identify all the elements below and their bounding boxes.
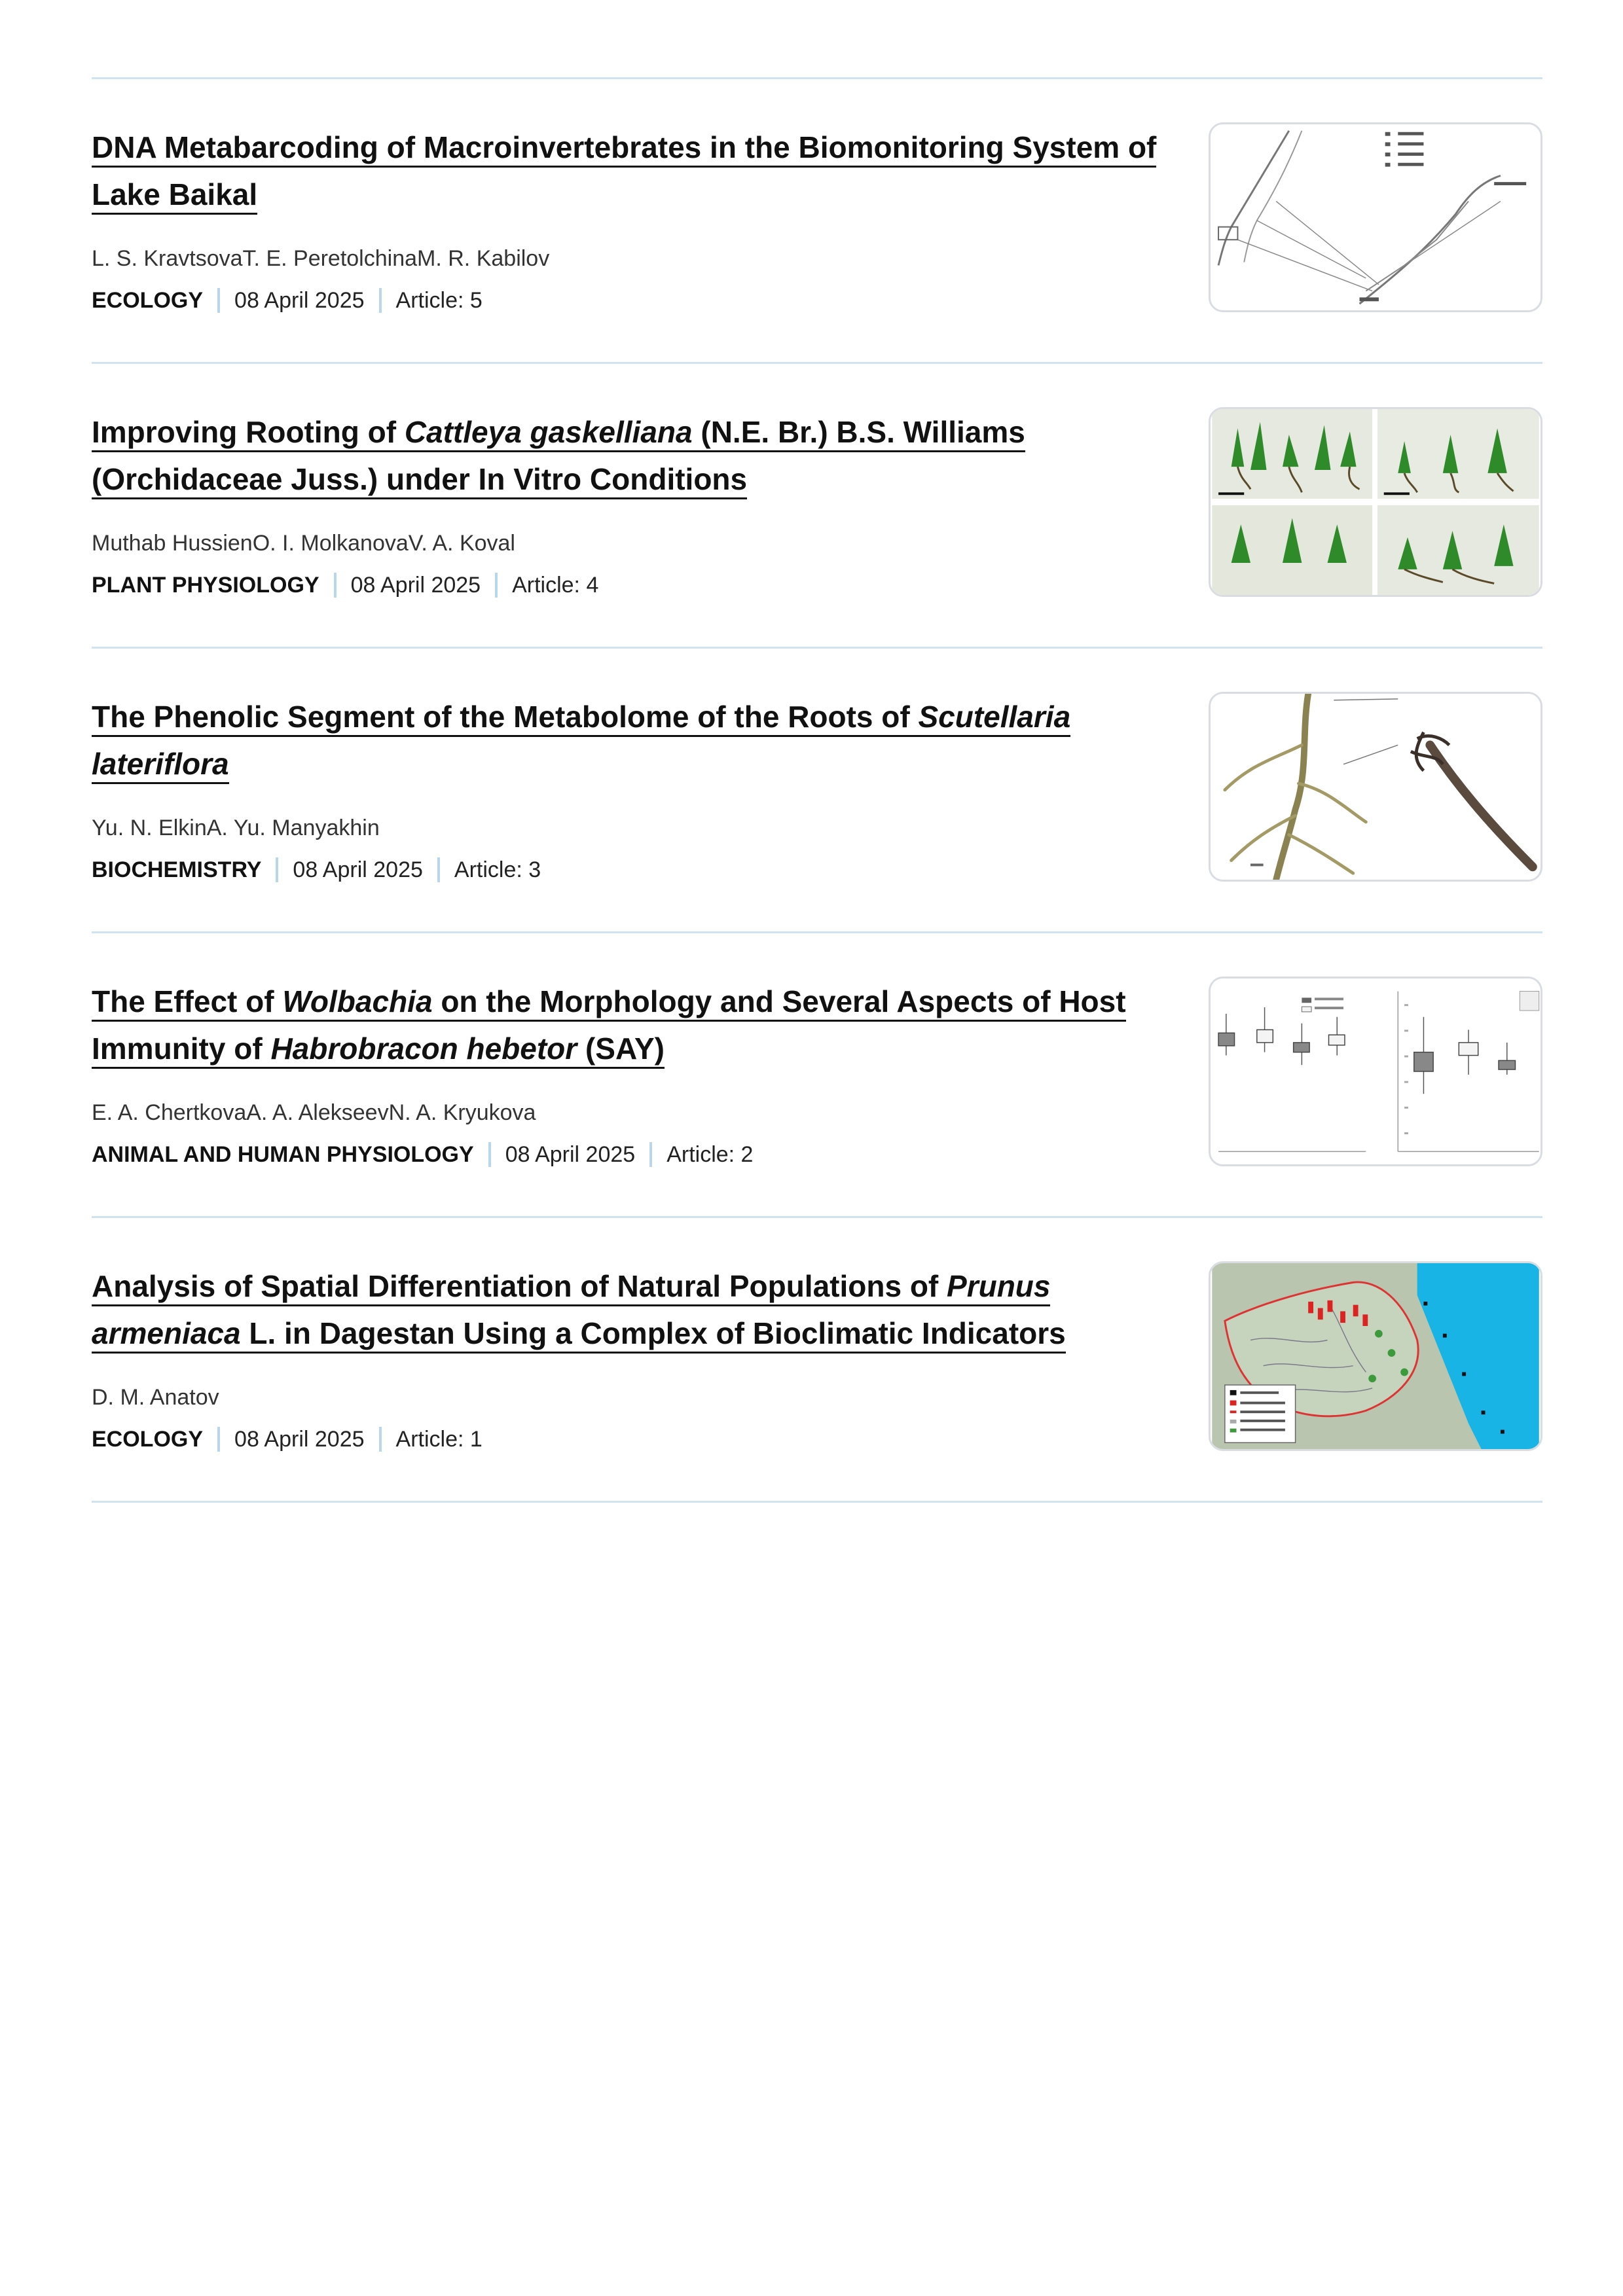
article-text [92, 978, 1178, 1169]
article-title [92, 978, 1178, 1072]
article-title [92, 124, 1178, 218]
article-authors [92, 244, 1178, 273]
subject-label[interactable]: ECOLOGY [92, 288, 204, 313]
author-link[interactable]: D. M. Anatov [92, 1385, 219, 1410]
publish-date: 08 April 2025 [350, 573, 481, 598]
roots-photo-image [1211, 694, 1541, 880]
article-authors [92, 1098, 1178, 1127]
author-link[interactable]: A. Yu. Manyakhin [206, 816, 380, 840]
article-number: Article: 1 [395, 1427, 483, 1452]
article-number: Article: 4 [512, 573, 599, 598]
meta-separator [649, 1142, 652, 1167]
article-text [92, 693, 1178, 884]
meta-separator [437, 857, 440, 882]
article-title [92, 693, 1178, 787]
article-list [92, 77, 1542, 1503]
article-thumbnail[interactable] [1209, 1261, 1542, 1451]
article-card [92, 1218, 1542, 1501]
meta-separator [379, 1427, 382, 1452]
boxplot-figure-image [1211, 978, 1541, 1164]
subject-label[interactable]: ANIMAL AND HUMAN PHYSIOLOGY [92, 1142, 474, 1167]
plantlets-photo-image [1211, 409, 1541, 595]
map-figure-image [1211, 124, 1541, 310]
author-link[interactable]: Yu. N. Elkin [92, 816, 207, 840]
article-number: Article: 3 [454, 857, 541, 882]
author-link[interactable]: E. A. Chertkova [92, 1100, 247, 1125]
article-title [92, 1263, 1178, 1357]
article-title [92, 408, 1178, 503]
article-meta [92, 1140, 1178, 1169]
article-meta [92, 1425, 1178, 1454]
article-meta [92, 571, 1178, 600]
divider [92, 1501, 1542, 1503]
article-text [92, 124, 1178, 315]
article-authors [92, 1383, 1178, 1412]
publish-date: 08 April 2025 [505, 1142, 636, 1167]
meta-separator [217, 288, 220, 313]
article-number: Article: 2 [666, 1142, 754, 1167]
region-map-image [1211, 1263, 1541, 1449]
article-thumbnail[interactable] [1209, 122, 1542, 312]
article-title-link[interactable]: Analysis of Spatial Differentiation of Natural Populations of Prunus armeniaca L. in Dagestan Using a Complex of Bioclimatic Indicators [92, 1269, 1066, 1354]
article-text [92, 1263, 1178, 1454]
author-link[interactable]: Muthab Hussien [92, 531, 253, 556]
meta-separator [379, 288, 382, 313]
article-card [92, 364, 1542, 647]
article-thumbnail[interactable] [1209, 692, 1542, 882]
meta-separator [217, 1427, 220, 1452]
meta-separator [276, 857, 278, 882]
author-link[interactable]: T. E. Peretolchina [242, 246, 418, 271]
publish-date: 08 April 2025 [293, 857, 423, 882]
article-card [92, 649, 1542, 931]
article-meta [92, 286, 1178, 315]
publish-date: 08 April 2025 [234, 288, 365, 313]
author-link[interactable]: O. I. Molkanova [252, 531, 409, 556]
subject-label[interactable]: BIOCHEMISTRY [92, 857, 262, 882]
meta-separator [334, 573, 337, 598]
subject-label[interactable]: PLANT PHYSIOLOGY [92, 573, 319, 598]
article-title-link[interactable]: The Effect of Wolbachia on the Morphology and Several Aspects of Host Immunity of Habrobracon hebetor (SAY) [92, 984, 1126, 1069]
article-meta [92, 855, 1178, 884]
article-title-link[interactable]: Improving Rooting of Cattleya gaskelliana (N.E. Br.) B.S. Williams (Orchidaceae Juss.) under In Vitro Conditions [92, 415, 1025, 499]
article-card [92, 933, 1542, 1216]
article-title-link[interactable]: The Phenolic Segment of the Metabolome of the Roots of Scutellaria lateriflora [92, 700, 1070, 784]
author-link[interactable]: N. A. Kryukova [388, 1100, 536, 1125]
article-thumbnail[interactable] [1209, 977, 1542, 1166]
author-link[interactable]: A. A. Alekseev [246, 1100, 389, 1125]
meta-separator [495, 573, 498, 598]
meta-separator [488, 1142, 491, 1167]
publish-date: 08 April 2025 [234, 1427, 365, 1452]
author-link[interactable]: L. S. Kravtsova [92, 246, 243, 271]
article-number: Article: 5 [395, 288, 483, 313]
article-text [92, 408, 1178, 600]
article-thumbnail[interactable] [1209, 407, 1542, 597]
article-card [92, 79, 1542, 362]
author-link[interactable]: V. A. Koval [408, 531, 515, 556]
article-authors [92, 529, 1178, 558]
subject-label[interactable]: ECOLOGY [92, 1427, 204, 1452]
article-title-link[interactable]: DNA Metabarcoding of Macroinvertebrates in the Biomonitoring System of Lake Baikal [92, 130, 1156, 215]
article-authors [92, 814, 1178, 842]
author-link[interactable]: M. R. Kabilov [417, 246, 550, 271]
